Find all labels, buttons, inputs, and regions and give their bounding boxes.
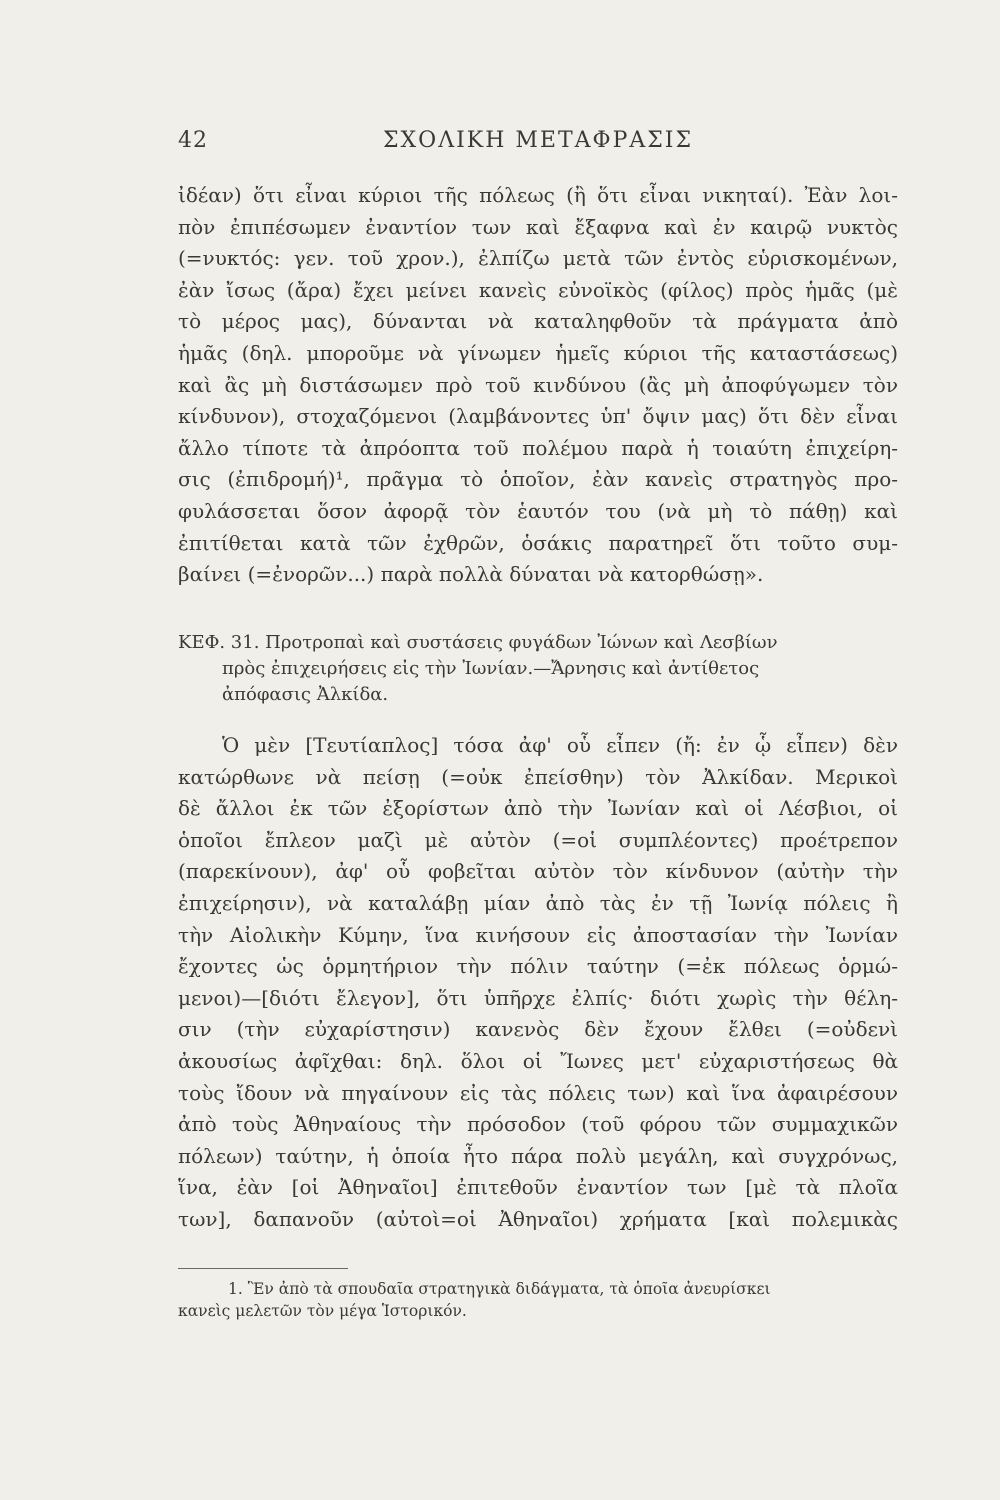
text-line: μενοι)—[διότι ἔλεγον], ὅτι ὑπῆρχε ἐλπίς· διότι χωρὶς τὴν θέλη- [178, 985, 898, 1010]
chapter-heading [178, 630, 898, 708]
text-line: σις (ἐπιδρομή)¹, πρᾶγμα τὸ ὁποῖον, ἐὰν κανεὶς στρατηγὸς προ- [178, 467, 898, 492]
text-line: ἄλλο τίποτε τὰ ἀπρόοπτα τοῦ πολέμου παρὰ ἡ τοιαύτη ἐπιχείρη- [178, 435, 898, 460]
text-line: κατώρθωνε νὰ πείσῃ (=οὐκ ἐπείσθην) τὸν Ἀλκίδαν. Μερικοὶ [178, 764, 898, 789]
text-line: των], δαπανοῦν (αὐτοὶ=οἱ Ἀθηναῖοι) χρήματα [καὶ πολεμικὰς [178, 1206, 898, 1231]
text-line: δὲ ἄλλοι ἐκ τῶν ἐξορίστων ἀπὸ τὴν Ἰωνίαν καὶ οἱ Λέσβιοι, οἱ [178, 796, 898, 821]
text-line: Ὁ μὲν [Τευτίαπλος] τόσα ἀφ' οὗ εἶπεν (ἤ: ἐν ᾧ εἶπεν) δὲν [222, 733, 898, 757]
body-text-top [178, 180, 898, 591]
text-line: φυλάσσεται ὅσον ἀφορᾷ τὸν ἑαυτόν του (νὰ μὴ τὸ πάθῃ) καὶ [178, 498, 898, 523]
text-line: βαίνει (=ἐνορῶν...) παρὰ πολλὰ δύναται νὰ κατορθώσῃ». [178, 562, 764, 587]
footnote-line: 1. Ἓν ἀπὸ τὰ σπουδαῖα στρατηγικὰ διδάγματα, τὰ ὁποῖα ἀνευρίσκει [228, 1280, 771, 1298]
text-line: ἀπὸ τοὺς Ἀθηναίους τὴν πρόσοδον (τοῦ φόρου τῶν συμμαχικῶν [178, 1112, 898, 1137]
footnote-line: κανεὶς μελετῶν τὸν μέγα Ἱστορικόν. [178, 1302, 467, 1320]
text-line: (παρεκίνουν), ἀφ' οὗ φοβεῖται αὐτὸν τὸν κίνδυνον (αὐτὴν τὴν [178, 859, 898, 884]
text-line: τὴν Αἰολικὴν Κύμην, ἵνα κινήσουν εἰς ἀποστασίαν τὴν Ἰωνίαν [178, 922, 898, 947]
text-line: τὸ μέρος μας), δύνανται νὰ καταληφθοῦν τὰ πράγματα ἀπὸ [178, 309, 898, 334]
text-line: ἵνα, ἐὰν [οἱ Ἀθηναῖοι] ἐπιτεθοῦν ἐναντίον των [μὲ τὰ πλοῖα [178, 1175, 898, 1200]
text-line: ἡμᾶς (δηλ. μποροῦμε νὰ γίνωμεν ἡμεῖς κύριοι τῆς καταστάσεως) [178, 340, 898, 365]
text-line: κίνδυνον), στοχαζόμενοι (λαμβάνοντες ὑπ' ὄψιν μας) ὅτι δὲν εἶναι [178, 404, 898, 429]
text-line: ἀκουσίως ἀφῖχθαι: δηλ. ὅλοι οἱ Ἴωνες μετ' εὐχαριστήσεως θὰ [178, 1048, 898, 1073]
text-line: ὁποῖοι ἔπλεον μαζὶ μὲ αὐτὸν (=οἱ συμπλέοντες) προέτρεπον [178, 827, 898, 852]
body-text-bottom [178, 730, 898, 1236]
text-line: ἔχοντες ὡς ὁρμητήριον τὴν πόλιν ταύτην (=ἐκ πόλεως ὁρμώ- [178, 954, 898, 979]
text-line: ἐπιχείρησιν), νὰ καταλάβῃ μίαν ἀπὸ τὰς ἐν τῇ Ἰωνίᾳ πόλεις ἢ [178, 890, 898, 915]
text-line: ἰδέαν) ὅτι εἶναι κύριοι τῆς πόλεως (ἢ ὅτι εἶναι νικηταί). Ἐὰν λοι- [178, 183, 898, 207]
text-line: καὶ ἂς μὴ διστάσωμεν πρὸ τοῦ κινδύνου (ἂς μὴ ἀποφύγωμεν τὸν [178, 372, 898, 397]
text-line: ἐπιτίθεται κατὰ τῶν ἐχθρῶν, ὁσάκις παρατηρεῖ ὅτι τοῦτο συμ- [178, 530, 898, 555]
footnote [178, 1278, 898, 1322]
text-line: (=νυκτός: γεν. τοῦ χρον.), ἐλπίζω μετὰ τῶν ἐντὸς εὑρισκομένων, [178, 246, 898, 271]
text-line: τοὺς ἴδουν νὰ πηγαίνουν εἰς τὰς πόλεις των) καὶ ἵνα ἀφαιρέσουν [178, 1080, 898, 1105]
running-title: ΣΧΟΛΙΚΗ ΜΕΤΑΦΡΑΣΙΣ [382, 128, 694, 153]
page-number: 42 [178, 128, 208, 153]
chapter-heading-line: ΚΕΦ. 31. Προτροπαὶ καὶ συστάσεις φυγάδων Ἰώνων καὶ Λεσβίων [178, 632, 778, 653]
chapter-heading-line: ἀπόφασις Ἀλκίδα. [222, 684, 389, 705]
footnote-divider [178, 1268, 348, 1269]
text-line: πόλεων) ταύτην, ἡ ὁποία ἦτο πάρα πολὺ μεγάλη, καὶ συγχρόνως, [178, 1143, 898, 1168]
text-line: πὸν ἐπιπέσωμεν ἐναντίον των καὶ ἔξαφνα καὶ ἐν καιρῷ νυκτὸς [178, 214, 898, 239]
text-line: ἐὰν ἴσως (ἄρα) ἔχει μείνει κανεὶς εὐνοϊκὸς (φίλος) πρὸς ἡμᾶς (μὲ [178, 277, 898, 302]
chapter-heading-line: πρὸς ἐπιχειρήσεις εἰς τὴν Ἰωνίαν.—Ἄρνησις καὶ ἀντίθετος [222, 658, 760, 679]
text-line: σιν (τὴν εὐχαρίστησιν) κανενὸς δὲν ἔχουν ἔλθει (=οὐδενὶ [178, 1017, 898, 1042]
